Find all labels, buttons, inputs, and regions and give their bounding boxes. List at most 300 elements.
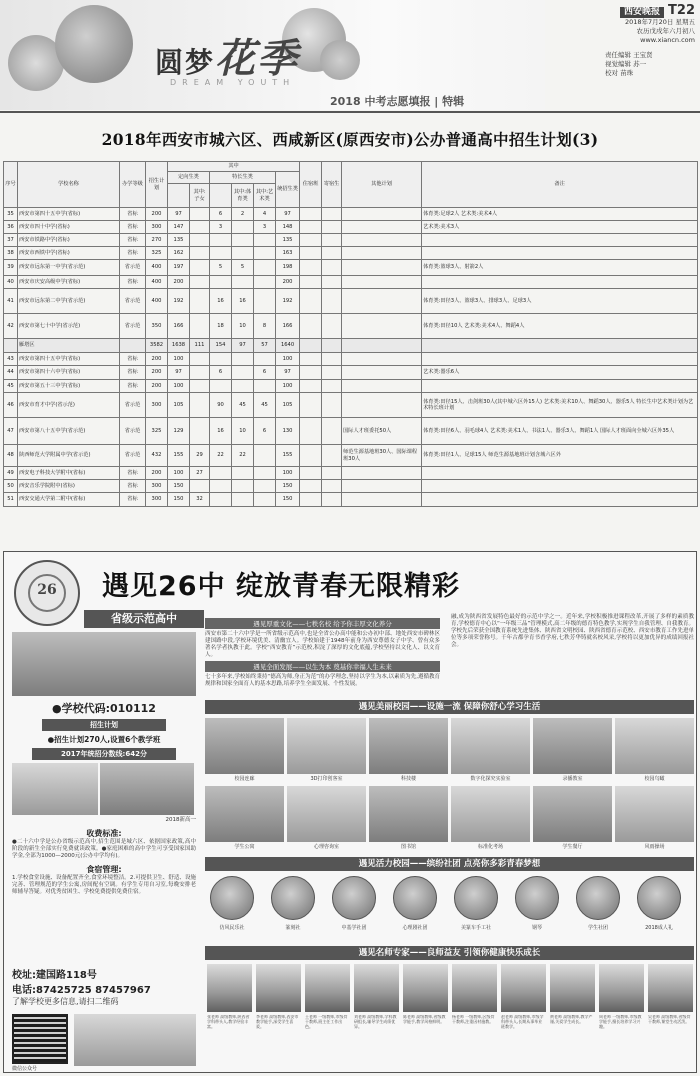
cell-targeted: 100	[168, 380, 190, 393]
cell-name: 西安市第四十五中学(省标)	[18, 353, 120, 366]
cell-name: 西安市第五十三中学(省标)	[18, 380, 120, 393]
website[interactable]: www.xiancn.com	[640, 36, 695, 44]
section-development: 遇见全面发展——以生为本 奠基你幸福人生未来	[205, 661, 440, 672]
cell-level: 省标	[120, 247, 146, 260]
cell-name: 西安市第七十中学(省示范)	[18, 314, 120, 339]
club-caption: 钢琴	[531, 925, 542, 931]
cell-no: 50	[4, 480, 18, 493]
club-photo	[210, 876, 254, 920]
cell-r2	[322, 393, 342, 418]
table-row	[4, 234, 698, 247]
cell-spec	[210, 380, 232, 393]
cell-no: 38	[4, 247, 18, 260]
cell-no: 42	[4, 314, 18, 339]
cell-spec: 90	[210, 393, 232, 418]
cell-unified: 166	[276, 314, 300, 339]
cell-no: 37	[4, 234, 18, 247]
club-photo	[393, 876, 437, 920]
cell-sports	[232, 221, 254, 234]
club-photo	[576, 876, 620, 920]
cell-name: 西安市第四十五中学(省标)	[18, 208, 120, 221]
cell-r1	[300, 276, 322, 289]
cell-arts	[254, 467, 276, 480]
cell-tc	[190, 234, 210, 247]
cell-other	[342, 289, 422, 314]
cell-level: 省标	[120, 366, 146, 380]
cell-tc: 111	[190, 339, 210, 353]
cell-unified: 130	[276, 418, 300, 445]
cell-targeted: 192	[168, 289, 190, 314]
cell-name: 西安市铁路中学(省标)	[18, 234, 120, 247]
campus-photo-caption: 风雨操场	[644, 844, 665, 850]
table-row	[4, 393, 698, 418]
cell-total: 270	[146, 234, 168, 247]
cell-no: 36	[4, 221, 18, 234]
cell-sports: 10	[232, 418, 254, 445]
cell-name: 西安市育才中学(省示范)	[18, 393, 120, 418]
cell-other	[342, 221, 422, 234]
cell-spec	[210, 480, 232, 493]
campus-photo-caption: 心理咨询室	[313, 844, 339, 850]
cell-r1	[300, 289, 322, 314]
cell-name: 西安市四十中学(省标)	[18, 221, 120, 234]
header-targeted: 定向生类	[168, 172, 210, 184]
ad-headline: 遇见26中 绽放青春无限精彩	[102, 571, 460, 602]
cell-tc	[190, 314, 210, 339]
club-photo	[271, 876, 315, 920]
cell-arts: 4	[254, 208, 276, 221]
banner-title	[155, 27, 299, 84]
cell-total: 400	[146, 289, 168, 314]
cell-level: 省标	[120, 208, 146, 221]
cell-tc	[190, 380, 210, 393]
table-row	[4, 418, 698, 445]
cell-name: 西安电子科技大学附中(省标)	[18, 467, 120, 480]
table-row	[4, 467, 698, 480]
cell-r1	[300, 366, 322, 380]
header-specialty-total	[210, 184, 232, 208]
cell-spec	[210, 276, 232, 289]
cell-spec	[210, 467, 232, 480]
cell-other	[342, 366, 422, 380]
header-other: 其他计划	[342, 162, 422, 208]
cell-remark: 艺术类:器乐6人	[422, 366, 698, 380]
page-title: 2018年西安市城六区、西咸新区(原西安市)公办普通高中招生计划(3)	[101, 130, 599, 149]
section-teachers: 遇见名师专家——良师益友 引领你健康快乐成长	[205, 946, 694, 960]
plan-band: 招生计划	[42, 719, 166, 731]
cell-r2	[322, 353, 342, 366]
campus-photo-caption: 录播教室	[562, 776, 583, 782]
cell-targeted: 162	[168, 247, 190, 260]
cell-level: 省示范	[120, 260, 146, 276]
page-number: T22	[668, 3, 695, 18]
table-row	[4, 276, 698, 289]
cell-other	[342, 393, 422, 418]
teacher-description: 吴老师 高级教师,省级骨干教师,课堂生动活泼。	[648, 1015, 691, 1024]
cell-sports	[232, 493, 254, 507]
cell-arts	[254, 234, 276, 247]
cell-r1	[300, 247, 322, 260]
cell-unified: 198	[276, 260, 300, 276]
students-photo-2	[100, 763, 194, 815]
cell-total: 325	[146, 247, 168, 260]
cell-tc	[190, 221, 210, 234]
cell-sports: 16	[232, 289, 254, 314]
cell-remark	[422, 480, 698, 493]
campus-photo	[369, 718, 448, 774]
cell-targeted: 1638	[168, 339, 190, 353]
fee-title: 收费标准:	[86, 829, 122, 838]
cell-other: 国际人才班委托50人	[342, 418, 422, 445]
cell-no: 46	[4, 393, 18, 418]
photo-caption: 2018新高一	[165, 817, 196, 823]
qr-hint: 了解学校更多信息,请扫二维码	[12, 997, 119, 1006]
campus-photo-caption: 科技楼	[400, 776, 416, 782]
teacher-description: 王老师 一级教师,市级骨干教师,班主任工作出色。	[305, 1015, 348, 1029]
logo-number: 26	[37, 582, 57, 598]
cell-r2	[322, 208, 342, 221]
club-photo	[332, 876, 376, 920]
cell-r1	[300, 314, 322, 339]
cell-unified: 97	[276, 366, 300, 380]
cell-total: 3582	[146, 339, 168, 353]
cell-targeted: 135	[168, 234, 190, 247]
school-logo	[14, 560, 80, 626]
cell-arts	[254, 445, 276, 467]
cell-tc	[190, 393, 210, 418]
cell-name: 西安市第八十五中学(省示范)	[18, 418, 120, 445]
cell-other	[342, 234, 422, 247]
contact-info	[12, 966, 196, 1007]
teacher-description: 杨老师 一级教师,区级骨干教师,注重因材施教。	[452, 1015, 495, 1024]
cell-other	[342, 353, 422, 366]
cell-sports: 45	[232, 393, 254, 418]
header-teacher-child: 其中:子女	[190, 184, 210, 208]
cell-sports	[232, 247, 254, 260]
cell-r2	[322, 445, 342, 467]
cell-sports: 5	[232, 260, 254, 276]
cell-remark: 体育类:田径10人 艺术类:美术4人、舞蹈4人	[422, 314, 698, 339]
teacher-description: 刘老师 高级教师,学科教研组长,辅导学生成绩优异。	[354, 1015, 397, 1029]
cell-no: 45	[4, 380, 18, 393]
campus-photo-caption: 3D打印创客室	[310, 776, 343, 782]
cell-level: 省标	[120, 480, 146, 493]
campus-photo	[287, 718, 366, 774]
cell-tc	[190, 208, 210, 221]
cell-r2	[322, 366, 342, 380]
cell-r2	[322, 314, 342, 339]
campus-photo-caption: 校园鸟瞰	[644, 776, 665, 782]
cell-name: 西安市远东第二中学(省示范)	[18, 289, 120, 314]
cell-level: 省标	[120, 276, 146, 289]
cell-targeted: 100	[168, 353, 190, 366]
cell-r2	[322, 339, 342, 353]
table-row	[4, 353, 698, 366]
cell-unified: 97	[276, 208, 300, 221]
cell-total: 400	[146, 260, 168, 276]
cell-total: 300	[146, 480, 168, 493]
cell-spec: 6	[210, 208, 232, 221]
cell-total: 200	[146, 366, 168, 380]
cell-spec	[210, 353, 232, 366]
cell-remark: 体育类:田径15人、击剑班30人(其中城六区外15人) 艺术类:美术10人、舞蹈30人、器乐5人 特长生中艺术类计划为艺术特长班计划	[422, 393, 698, 418]
cell-unified: 163	[276, 247, 300, 260]
cell-unified: 150	[276, 493, 300, 507]
cell-tc: 29	[190, 445, 210, 467]
cell-targeted: 97	[168, 366, 190, 380]
cell-tc	[190, 260, 210, 276]
campus-photo-caption: 标准化考场	[477, 844, 503, 850]
cell-spec: 154	[210, 339, 232, 353]
campus-photo	[451, 786, 530, 842]
cell-sports: 22	[232, 445, 254, 467]
cell-no: 49	[4, 467, 18, 480]
cell-total: 325	[146, 418, 168, 445]
campus-photo-caption: 学生公寓	[234, 844, 255, 850]
students-photo-1	[12, 763, 98, 815]
table-row	[4, 380, 698, 393]
cell-unified: 100	[276, 353, 300, 366]
teacher-photo	[403, 964, 448, 1012]
campus-photo	[533, 718, 612, 774]
campus-photo	[205, 718, 284, 774]
cell-total: 432	[146, 445, 168, 467]
school-building-photo	[74, 1014, 196, 1066]
cell-spec: 16	[210, 418, 232, 445]
cell-other	[342, 276, 422, 289]
cell-other	[342, 380, 422, 393]
cell-r2	[322, 493, 342, 507]
cell-no: 48	[4, 445, 18, 467]
header-targeted-total	[168, 184, 190, 208]
cell-unified: 155	[276, 445, 300, 467]
campus-photo-caption: 学生餐厅	[562, 844, 583, 850]
cell-sports	[232, 353, 254, 366]
cell-remark	[422, 493, 698, 507]
cell-arts	[254, 276, 276, 289]
cell-name: 西安音乐学院附中(省标)	[18, 480, 120, 493]
club-caption: 心理剧社团	[402, 925, 428, 931]
cell-total: 200	[146, 467, 168, 480]
qr-label: 微信公众号	[12, 1066, 38, 1072]
cell-level: 省标	[120, 380, 146, 393]
cell-arts	[254, 480, 276, 493]
issue-date: 2018年7月20日 星期五	[624, 18, 695, 26]
cell-r1	[300, 480, 322, 493]
campus-photo	[369, 786, 448, 842]
cell-r1	[300, 260, 322, 276]
cell-targeted: 147	[168, 221, 190, 234]
cell-r1	[300, 234, 322, 247]
cell-r1	[300, 221, 322, 234]
cell-arts	[254, 247, 276, 260]
cell-total: 300	[146, 221, 168, 234]
cell-unified: 150	[276, 480, 300, 493]
club-caption: 学生社团	[587, 925, 608, 931]
section-clubs: 遇见活力校园——缤纷社团 点亮你多彩青春梦想	[205, 857, 694, 871]
school-phone: 电话:87425725 87457967	[12, 985, 151, 996]
header-sports: 其中:体育类	[232, 184, 254, 208]
cell-remark	[422, 467, 698, 480]
article-culture-text: 西安市第二十六中学是一所省级示范高中,也是全省公办高中能和公办初中部、地处西安市碑林区建国路中段,学校环境优美、清幽宜人。学校始建于1948年前身为西安尊德女子中学、曾有众多著名学者执教于此。学校“西安教育”示范校,积淀了深厚的文化底蕴,学校坚持以文化人、以文育人。	[205, 631, 440, 658]
cell-r1	[300, 445, 322, 467]
cell-r1	[300, 493, 322, 507]
teacher-description: 张老师 高级教师,陕西省学科带头人,教学经验丰富。	[207, 1015, 250, 1029]
fee-text: ●二十六中学是公办省级示范高中,招生范围是城六区、依据国家政策,高中阶段的新生全部实行免费就读政策。●家庭困难的高中学生可享受国家国助学金,全部为1000—2000元(公办中学均有)。	[12, 839, 196, 859]
enrollment-plan-table	[3, 161, 698, 507]
teacher-photo	[452, 964, 497, 1012]
teacher-description: 赵老师 高级教师,市级学科带头人,长期从事毕业班教学。	[501, 1015, 544, 1029]
teacher-photo	[501, 964, 546, 1012]
cell-spec	[210, 493, 232, 507]
cell-unified: 100	[276, 380, 300, 393]
banner-subtitle: DREAM YOUTH	[170, 78, 296, 87]
cell-spec: 18	[210, 314, 232, 339]
cell-targeted: 200	[168, 276, 190, 289]
cell-level: 省标	[120, 221, 146, 234]
teacher-description: 陈老师 高级教师,省级教学能手,教学风格鲜明。	[403, 1015, 446, 1024]
cell-r1	[300, 467, 322, 480]
cell-level: 省示范	[120, 445, 146, 467]
cell-r2	[322, 418, 342, 445]
canteen-title: 食宿管理:	[86, 865, 122, 874]
club-caption: 2018成人礼	[645, 925, 673, 931]
qr-code[interactable]	[12, 1014, 68, 1064]
cell-r1	[300, 380, 322, 393]
cell-total: 300	[146, 493, 168, 507]
cell-spec: 6	[210, 366, 232, 380]
score-line: 2017年统招分数线:642分	[32, 748, 176, 760]
canteen-text: 1.学校食堂设施、设备配置齐全,食堂环境整洁。2.可提供卫生、舒适、设施完善、管理规范的学生公寓,房间配有空调。有学生专用自习室,每晚安排老师辅导答疑。对优秀贫困生、学校免费提供免费住宿。	[12, 875, 196, 895]
cell-name: 西安市西铁中学(省标)	[18, 247, 120, 260]
cell-name: 雁塔区	[18, 339, 120, 353]
cell-tc	[190, 353, 210, 366]
editor-credits	[565, 51, 695, 78]
header-level: 办学等级	[120, 162, 146, 208]
cell-targeted: 129	[168, 418, 190, 445]
cell-r2	[322, 467, 342, 480]
cell-r2	[322, 480, 342, 493]
table-row	[4, 339, 698, 353]
article-column-2	[451, 614, 694, 649]
cell-arts: 6	[254, 366, 276, 380]
lunar-date: 农历戊戌年六月初八	[636, 27, 695, 35]
cell-other	[342, 208, 422, 221]
cell-sports: 2	[232, 208, 254, 221]
cell-other	[342, 480, 422, 493]
cell-remark	[422, 276, 698, 289]
cell-sports	[232, 480, 254, 493]
cell-arts: 8	[254, 314, 276, 339]
cell-r1	[300, 339, 322, 353]
cell-other	[342, 339, 422, 353]
cell-r2	[322, 234, 342, 247]
teacher-photo	[599, 964, 644, 1012]
club-photo	[637, 876, 681, 920]
editor-line: 责任编辑 王宝贤	[605, 51, 653, 59]
header-residence: 住宿班	[300, 162, 322, 208]
cell-remark: 体育类:足球2人 艺术类:美术4人	[422, 208, 698, 221]
cell-tc	[190, 289, 210, 314]
table-row	[4, 445, 698, 467]
cell-level: 省示范	[120, 314, 146, 339]
admission-info	[12, 700, 196, 896]
cell-level: 省示范	[120, 393, 146, 418]
cell-remark	[422, 353, 698, 366]
cell-sports: 97	[232, 339, 254, 353]
article-column-1	[205, 616, 440, 688]
cell-no: 41	[4, 289, 18, 314]
cell-r1	[300, 393, 322, 418]
club-caption: 仿风民乐社	[219, 925, 245, 931]
cell-spec: 5	[210, 260, 232, 276]
cell-unified: 148	[276, 221, 300, 234]
flower-decoration	[55, 5, 133, 83]
cell-targeted: 105	[168, 393, 190, 418]
cell-other	[342, 493, 422, 507]
article-column-2-text: 融,成为陕西省发展特色最好的示范中学之一。近年来,学校积极推进课程改革,开展了多样的素质教育,学校德育中心以“一年级三品”管理模式,高二年级的德育特色教学,实现学生自我管理、自我教育。学校先后荣获全国教育系统先进集体、陕西省文明校园、陕西省德育示范校、西安市教育工作先进单位等多项荣誉称号。千年古都孕育书香学府,七秩芳华铸就名校风采,学校将以更加优异的成绩回报社会。	[451, 614, 694, 648]
cell-no	[4, 339, 18, 353]
cell-spec	[210, 234, 232, 247]
teacher-photo	[256, 964, 301, 1012]
cell-no: 43	[4, 353, 18, 366]
cell-r2	[322, 260, 342, 276]
cell-unified: 200	[276, 276, 300, 289]
cell-level: 省示范	[120, 418, 146, 445]
cell-tc	[190, 418, 210, 445]
cell-targeted: 197	[168, 260, 190, 276]
teacher-description: 周老师 一级教师,市级教学能手,擅长培养学习兴趣。	[599, 1015, 642, 1029]
campus-photo	[615, 718, 694, 774]
cell-r2	[322, 380, 342, 393]
cell-tc	[190, 247, 210, 260]
table-row	[4, 366, 698, 380]
cell-tc	[190, 276, 210, 289]
cell-other	[342, 467, 422, 480]
cell-total: 200	[146, 380, 168, 393]
cell-targeted: 150	[168, 480, 190, 493]
cell-r1	[300, 418, 322, 445]
teacher-description: 黄老师 高级教师,教学严谨,关爱学生成长。	[550, 1015, 593, 1024]
cell-arts	[254, 380, 276, 393]
cell-no: 44	[4, 366, 18, 380]
cell-spec	[210, 247, 232, 260]
cell-arts	[254, 493, 276, 507]
cell-no: 47	[4, 418, 18, 445]
teacher-description: 李老师 高级教师,西安市教学能手,深受学生喜爱。	[256, 1015, 299, 1029]
cell-unified: 192	[276, 289, 300, 314]
cell-sports	[232, 276, 254, 289]
cell-remark: 体育类:田径1人、足球15人 师范生源基地班计划含城六区外	[422, 445, 698, 467]
section-culture: 遇见厚重文化——七秩名校 给予你丰厚文化养分	[205, 618, 440, 629]
cell-spec: 3	[210, 221, 232, 234]
cell-r1	[300, 353, 322, 366]
cell-total: 200	[146, 208, 168, 221]
club-caption: 美篆车手工社	[460, 925, 491, 931]
cell-level	[120, 339, 146, 353]
cell-arts: 45	[254, 393, 276, 418]
cell-total: 350	[146, 314, 168, 339]
table-row	[4, 314, 698, 339]
cell-targeted: 155	[168, 445, 190, 467]
campus-photo	[615, 786, 694, 842]
campus-photo	[205, 786, 284, 842]
teacher-photo	[305, 964, 350, 1012]
table-row	[4, 260, 698, 276]
cell-r2	[322, 289, 342, 314]
cell-spec: 16	[210, 289, 232, 314]
header-arts: 其中:艺术类	[254, 184, 276, 208]
